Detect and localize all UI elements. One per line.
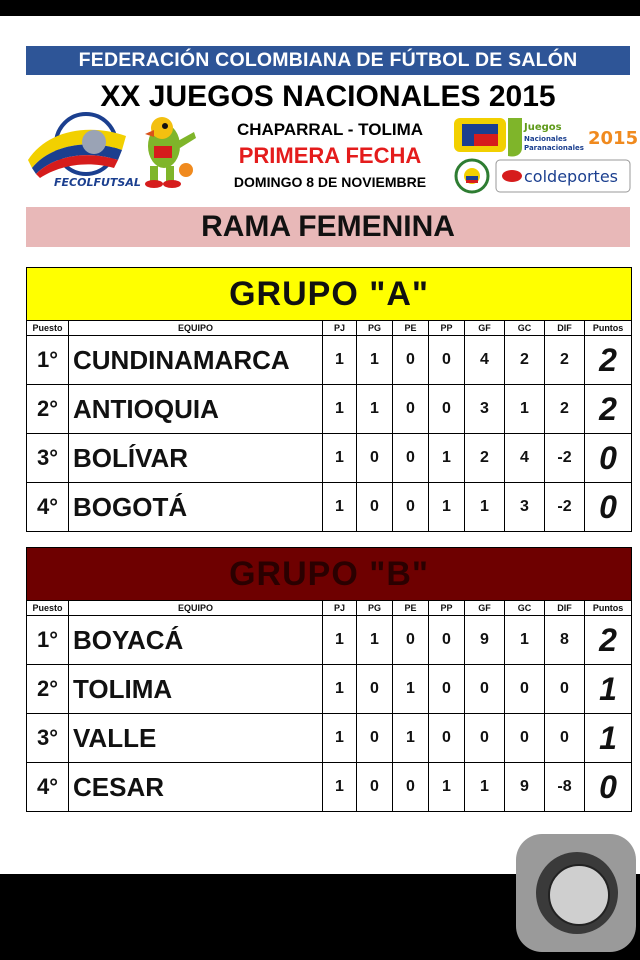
dif-cell: 2 [545, 385, 585, 434]
dif-cell: -2 [545, 434, 585, 483]
gf-cell: 0 [465, 714, 505, 763]
pe-cell: 0 [393, 336, 429, 385]
pg-cell: 0 [357, 665, 393, 714]
pg-cell: 0 [357, 763, 393, 812]
table-row [27, 714, 632, 763]
fecolfutsal-logo [26, 112, 202, 192]
col-gc: GC [505, 601, 545, 616]
group-a-title: GRUPO "A" [27, 268, 632, 321]
pp-cell: 0 [429, 385, 465, 434]
pe-cell: 0 [393, 483, 429, 532]
pg-cell: 0 [357, 434, 393, 483]
points-cell: 0 [585, 434, 632, 483]
col-puntos: Puntos [585, 321, 632, 336]
points-cell: 2 [585, 385, 632, 434]
table-row [27, 336, 632, 385]
column-headers [27, 601, 632, 616]
col-equipo: EQUIPO [69, 321, 323, 336]
position-cell: 1° [27, 616, 69, 665]
logo-right-sponsor: coldeportes [524, 167, 619, 186]
pe-cell: 1 [393, 665, 429, 714]
col-gc: GC [505, 321, 545, 336]
col-pj: PJ [323, 601, 357, 616]
location-label: CHAPARRAL - TOLIMA [236, 120, 424, 139]
col-dif: DIF [545, 321, 585, 336]
pj-cell: 1 [323, 385, 357, 434]
gf-cell: 1 [465, 763, 505, 812]
round-label: PRIMERA FECHA [238, 143, 422, 168]
group-b-title: GRUPO "B" [27, 548, 632, 601]
gf-cell: 1 [465, 483, 505, 532]
points-cell: 1 [585, 665, 632, 714]
position-cell: 4° [27, 483, 69, 532]
pp-cell: 1 [429, 763, 465, 812]
pe-cell: 0 [393, 434, 429, 483]
col-gf: GF [465, 321, 505, 336]
dif-cell: 0 [545, 665, 585, 714]
position-cell: 4° [27, 763, 69, 812]
team-cell: VALLE [69, 714, 323, 763]
pp-cell: 1 [429, 434, 465, 483]
gc-cell: 4 [505, 434, 545, 483]
col-pe: PE [393, 321, 429, 336]
pj-cell: 1 [323, 336, 357, 385]
group-a-table [26, 267, 632, 532]
gf-cell: 9 [465, 616, 505, 665]
points-cell: 0 [585, 763, 632, 812]
pe-cell: 1 [393, 714, 429, 763]
pj-cell: 1 [323, 763, 357, 812]
col-puesto: Puesto [27, 321, 69, 336]
table-row [27, 434, 632, 483]
table-row [27, 483, 632, 532]
table-row [27, 665, 632, 714]
event-title: XX JUEGOS NACIONALES 2015 [100, 80, 556, 113]
position-cell: 2° [27, 385, 69, 434]
dif-cell: 8 [545, 616, 585, 665]
table-row [27, 385, 632, 434]
points-cell: 0 [585, 483, 632, 532]
gc-cell: 3 [505, 483, 545, 532]
federation-banner: FEDERACIÓN COLOMBIANA DE FÚTBOL DE SALÓN [26, 46, 630, 75]
dif-cell: -2 [545, 483, 585, 532]
gf-cell: 0 [465, 665, 505, 714]
svg-text:2015: 2015 [588, 128, 639, 149]
group-b-header [27, 548, 632, 601]
col-puesto: Puesto [27, 601, 69, 616]
gc-cell: 0 [505, 714, 545, 763]
team-cell: BOLÍVAR [69, 434, 323, 483]
col-pp: PP [429, 321, 465, 336]
team-cell: BOGOTÁ [69, 483, 323, 532]
gc-cell: 0 [505, 665, 545, 714]
col-gf: GF [465, 601, 505, 616]
group-a-header [27, 268, 632, 321]
branch-banner: RAMA FEMENINA [26, 207, 630, 247]
col-puntos: Puntos [585, 601, 632, 616]
gf-cell: 3 [465, 385, 505, 434]
dif-cell: 0 [545, 714, 585, 763]
pg-cell: 0 [357, 483, 393, 532]
logo-left-text: FECOLFUTSAL [54, 176, 141, 189]
position-cell: 3° [27, 714, 69, 763]
pj-cell: 1 [323, 714, 357, 763]
pg-cell: 1 [357, 385, 393, 434]
col-pp: PP [429, 601, 465, 616]
juegos-nacionales-logo [452, 114, 639, 196]
pp-cell: 1 [429, 483, 465, 532]
pe-cell: 0 [393, 763, 429, 812]
team-cell: ANTIOQUIA [69, 385, 323, 434]
points-cell: 1 [585, 714, 632, 763]
team-cell: TOLIMA [69, 665, 323, 714]
position-cell: 2° [27, 665, 69, 714]
pp-cell: 0 [429, 665, 465, 714]
pj-cell: 1 [323, 665, 357, 714]
pj-cell: 1 [323, 434, 357, 483]
gf-cell: 2 [465, 434, 505, 483]
position-cell: 3° [27, 434, 69, 483]
dif-cell: -8 [545, 763, 585, 812]
gc-cell: 1 [505, 616, 545, 665]
table-row [27, 763, 632, 812]
dif-cell: 2 [545, 336, 585, 385]
assistive-touch-button[interactable] [516, 834, 636, 952]
col-equipo: EQUIPO [69, 601, 323, 616]
assistive-touch-inner-icon [548, 864, 610, 926]
points-cell: 2 [585, 336, 632, 385]
svg-text:Paranacionales: Paranacionales [524, 144, 584, 152]
pj-cell: 1 [323, 616, 357, 665]
col-pg: PG [357, 601, 393, 616]
date-label: DOMINGO 8 DE NOVIEMBRE [233, 174, 427, 190]
team-cell: CESAR [69, 763, 323, 812]
gc-cell: 1 [505, 385, 545, 434]
pp-cell: 0 [429, 714, 465, 763]
gc-cell: 2 [505, 336, 545, 385]
pj-cell: 1 [323, 483, 357, 532]
group-b-table [26, 547, 632, 812]
col-pg: PG [357, 321, 393, 336]
col-pj: PJ [323, 321, 357, 336]
status-bar [0, 0, 640, 16]
column-headers [27, 321, 632, 336]
pg-cell: 0 [357, 714, 393, 763]
position-cell: 1° [27, 336, 69, 385]
pe-cell: 0 [393, 385, 429, 434]
gf-cell: 4 [465, 336, 505, 385]
gc-cell: 9 [505, 763, 545, 812]
team-cell: CUNDINAMARCA [69, 336, 323, 385]
svg-text:Nacionales: Nacionales [524, 135, 567, 143]
col-pe: PE [393, 601, 429, 616]
pg-cell: 1 [357, 336, 393, 385]
team-cell: BOYACÁ [69, 616, 323, 665]
pp-cell: 0 [429, 336, 465, 385]
pp-cell: 0 [429, 616, 465, 665]
points-cell: 2 [585, 616, 632, 665]
svg-text:Juegos: Juegos [524, 122, 562, 133]
table-row [27, 616, 632, 665]
pe-cell: 0 [393, 616, 429, 665]
pg-cell: 1 [357, 616, 393, 665]
col-dif: DIF [545, 601, 585, 616]
